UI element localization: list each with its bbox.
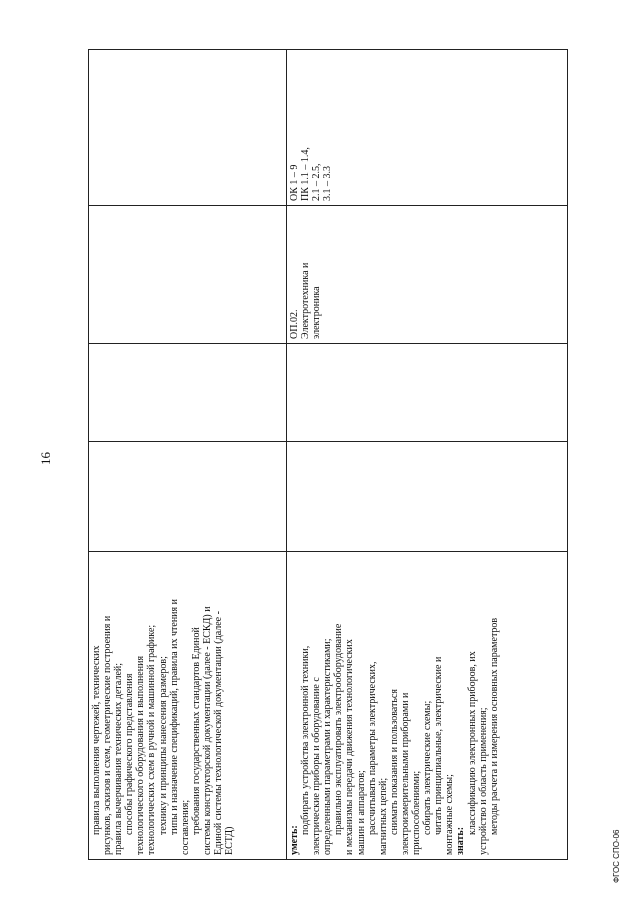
discipline-name-line: электроника: [311, 286, 323, 339]
table-row: [287, 50, 568, 860]
text-line: ЕСТД): [224, 826, 236, 855]
text-line: технологического оборудования и выполнения: [135, 655, 147, 855]
text-line: читать принципиальные, электрические и: [433, 656, 445, 835]
text-line: снимать показания и пользоваться: [388, 689, 400, 835]
text-line: правила вычерчивания технических деталей;: [113, 662, 125, 855]
row2-lines: [289, 556, 500, 855]
text-line: технологических схем в ручной и машинной графике;: [146, 624, 158, 855]
discipline-code-cell: [287, 206, 568, 344]
text-line: электрические приборы и оборудование с: [311, 677, 323, 855]
text-line: классификацию электронных приборов, их: [466, 651, 478, 835]
competency-cell: [287, 50, 568, 206]
text-line: технику и принципы нанесения размеров;: [157, 656, 169, 835]
text-line: электроизмерительными приборами и: [399, 692, 411, 855]
text-line: машин и аппаратов;: [355, 770, 367, 855]
section-heading: знать:: [455, 826, 467, 855]
competency-cell: [89, 50, 287, 206]
text-line: подбирать устройства электронной техники,: [300, 645, 312, 835]
section-heading: уметь:: [289, 825, 300, 855]
competency-line: ОК 1 – 9: [289, 164, 300, 201]
discipline-code-cell: [89, 206, 287, 344]
discipline-name-line: Электротехника и: [300, 262, 312, 339]
page-number: 16: [38, 452, 53, 465]
text-line: способы графического представления: [124, 673, 136, 835]
text-line: требования государственных стандартов Единой: [190, 627, 202, 835]
text-line: приспособлениями;: [411, 770, 423, 855]
text-line: Единой системы технологической документации (далее -: [213, 611, 225, 855]
hours-max-cell: [287, 442, 568, 552]
table-row: [89, 50, 287, 860]
text-line: устройство и область применения;: [477, 707, 489, 855]
hours-class-cell: [89, 344, 287, 442]
hours-class-cell: [287, 344, 568, 442]
competency-line: 2.1 – 2.5,: [311, 163, 323, 201]
text-line: определенными параметрами и характеристиками;: [322, 638, 334, 855]
text-line: правильно эксплуатировать электрооборудование: [333, 623, 345, 835]
text-line: системы конструкторской документации (далее - ЕСКД) и: [201, 606, 213, 855]
text-line: составления;: [179, 799, 191, 855]
text-line: рисунков, эскизов и схем, геометрические построения и: [102, 615, 114, 855]
text-line: рассчитывать параметры электрических,: [366, 661, 378, 835]
competency-line: 3.1 – 3.3: [322, 166, 334, 201]
footer-label: ФГОС СПО-06: [612, 829, 621, 883]
hours-max-cell: [89, 442, 287, 552]
text-line: типы и назначение спецификаций, правила их чтения и: [168, 599, 180, 835]
text-line: собирать электрические схемы;: [422, 700, 434, 835]
text-line: правила выполнения чертежей, технических: [91, 645, 102, 835]
discipline-code: ОП.02.: [289, 309, 300, 339]
competency-line: ПК 1.1 – 1.4,: [300, 147, 312, 201]
row1-lines: [91, 556, 235, 855]
text-line: методы расчета и измерения основных параметров: [488, 617, 500, 835]
knowledge-cell: [89, 552, 287, 860]
text-line: и механизмы передачи движения технологических: [344, 639, 356, 855]
competency-table: [88, 49, 568, 860]
text-line: монтажные схемы;: [444, 774, 456, 855]
text-line: магнитных цепей;: [377, 777, 389, 855]
skills-cell: [287, 552, 568, 860]
